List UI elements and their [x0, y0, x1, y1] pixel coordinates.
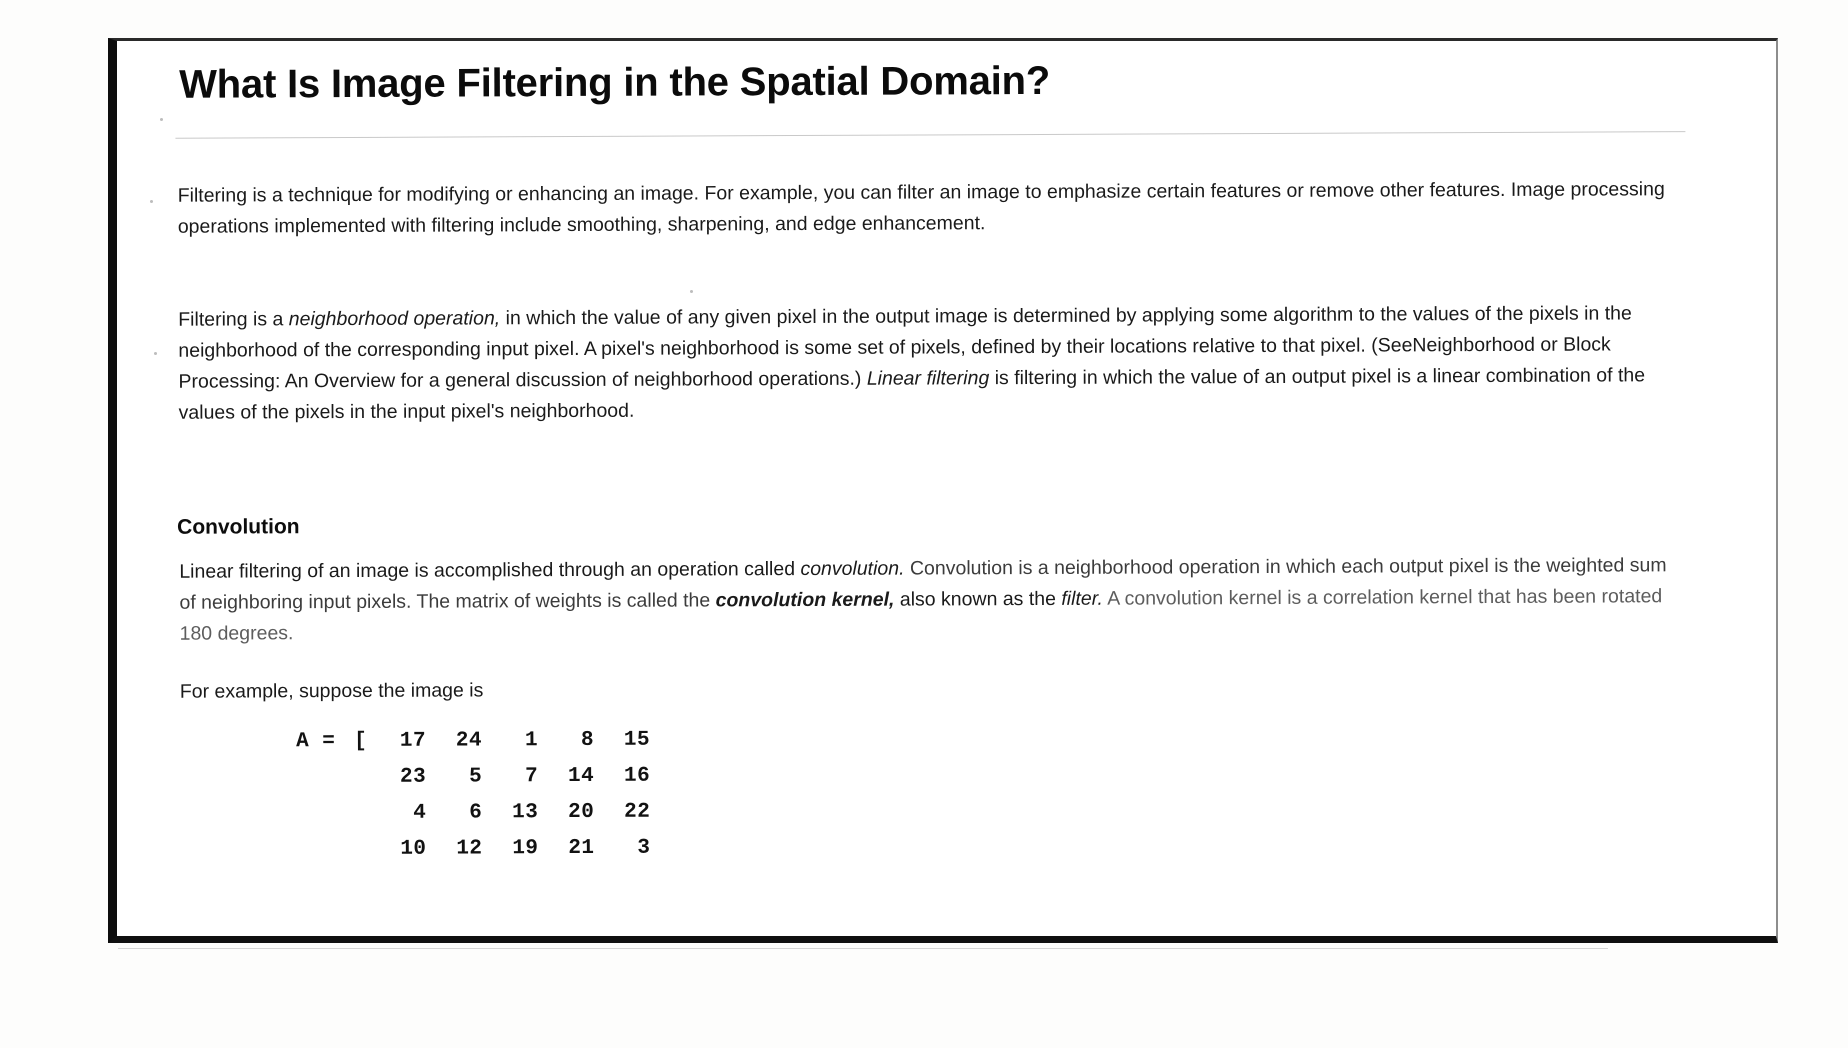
scan-speck — [160, 118, 163, 121]
p3-emphasis-convolution-kernel: convolution kernel, — [715, 588, 895, 612]
page-title: What Is Image Filtering in the Spatial Domain? — [179, 58, 1051, 107]
matrix-row — [296, 837, 650, 875]
matrix-A — [296, 729, 651, 875]
matrix-cell: 14 — [567, 764, 595, 789]
matrix-cell: 17 — [399, 729, 427, 753]
matrix-open-bracket: [ — [354, 729, 368, 753]
paragraph-example: For example, suppose the image is — [179, 679, 484, 703]
matrix-row — [296, 765, 650, 803]
scan-speck — [150, 200, 153, 203]
matrix-row — [296, 729, 650, 767]
p2-emphasis-neighborhood-operation: neighborhood operation, — [288, 307, 501, 331]
matrix-cell: 1 — [524, 729, 539, 753]
section-heading-convolution: Convolution — [177, 515, 300, 539]
matrix-cell: 13 — [512, 801, 539, 825]
scan-artifact-bottom-rule — [118, 948, 1608, 949]
matrix-cell: 20 — [568, 800, 595, 825]
scan-speck — [154, 352, 157, 355]
matrix-cell: 22 — [624, 800, 651, 824]
scan-speck — [690, 290, 693, 293]
matrix-label: A = — [296, 730, 336, 754]
paragraph-convolution — [179, 550, 1669, 650]
matrix-cell: 4 — [413, 801, 427, 825]
matrix-cell: 15 — [623, 728, 651, 752]
p3-emphasis-filter: filter. — [1061, 587, 1103, 610]
matrix-cell: 24 — [455, 729, 483, 753]
matrix-cell: 3 — [637, 836, 651, 860]
slide-frame — [108, 38, 1778, 943]
matrix-cell: 8 — [580, 728, 595, 752]
matrix-cell: 19 — [512, 837, 539, 861]
title-divider — [175, 131, 1685, 139]
paragraph-intro: Filtering is a technique for modifying or enhancing an image. For example, you can filter an image to emphasize certain features or remove other features. Image processing operations implemented with filtering include smoothing, sharpening, and edge enhancement. — [177, 178, 1665, 238]
matrix-row — [296, 801, 650, 839]
matrix-cell: 7 — [525, 765, 539, 789]
p3-emphasis-convolution: convolution. — [800, 557, 905, 581]
p2-text-b: in which the value of any given pixel in the output image is determined by applying some algorithm to the values of the pixels in the neighborhood of the corresponding input pixel. A pixel's neighborhood is some set of pixels, defined by their locations relative to that pixel. (SeeNeighborhood or Block Processing: An Overview for a general discussion of neighborhood operations.) — [178, 302, 1632, 393]
matrix-cell: 6 — [469, 801, 483, 825]
p2-emphasis-linear-filtering: Linear filtering — [866, 367, 990, 390]
p3-text-c: also known as the — [894, 587, 1062, 611]
p3-text-a: Linear filtering of an image is accomplished through an operation called — [179, 558, 801, 583]
matrix-cell: 12 — [456, 837, 483, 861]
matrix-cell: 5 — [469, 765, 483, 789]
p2-text-a: Filtering is a — [178, 308, 289, 331]
p3-text-d: A convolution kernel is a correlation kernel that has been rotated 180 degrees. — [179, 585, 1663, 645]
slide-content — [117, 34, 1780, 936]
matrix-cell: 23 — [399, 765, 427, 789]
matrix-cell: 10 — [400, 837, 427, 861]
p3-text-b: Convolution is a neighborhood operation in which each output pixel is the weighted sum of neighboring input pixels. The matrix of weights is called the — [179, 554, 1667, 614]
p2-text-c: is filtering in which the value of an output pixel is a linear combination of the values of the pixels in the input pixel's neighborhood. — [178, 364, 1646, 424]
paragraph-neighborhood — [178, 298, 1669, 429]
matrix-cell: 21 — [568, 836, 595, 861]
matrix-cell: 16 — [623, 764, 651, 788]
